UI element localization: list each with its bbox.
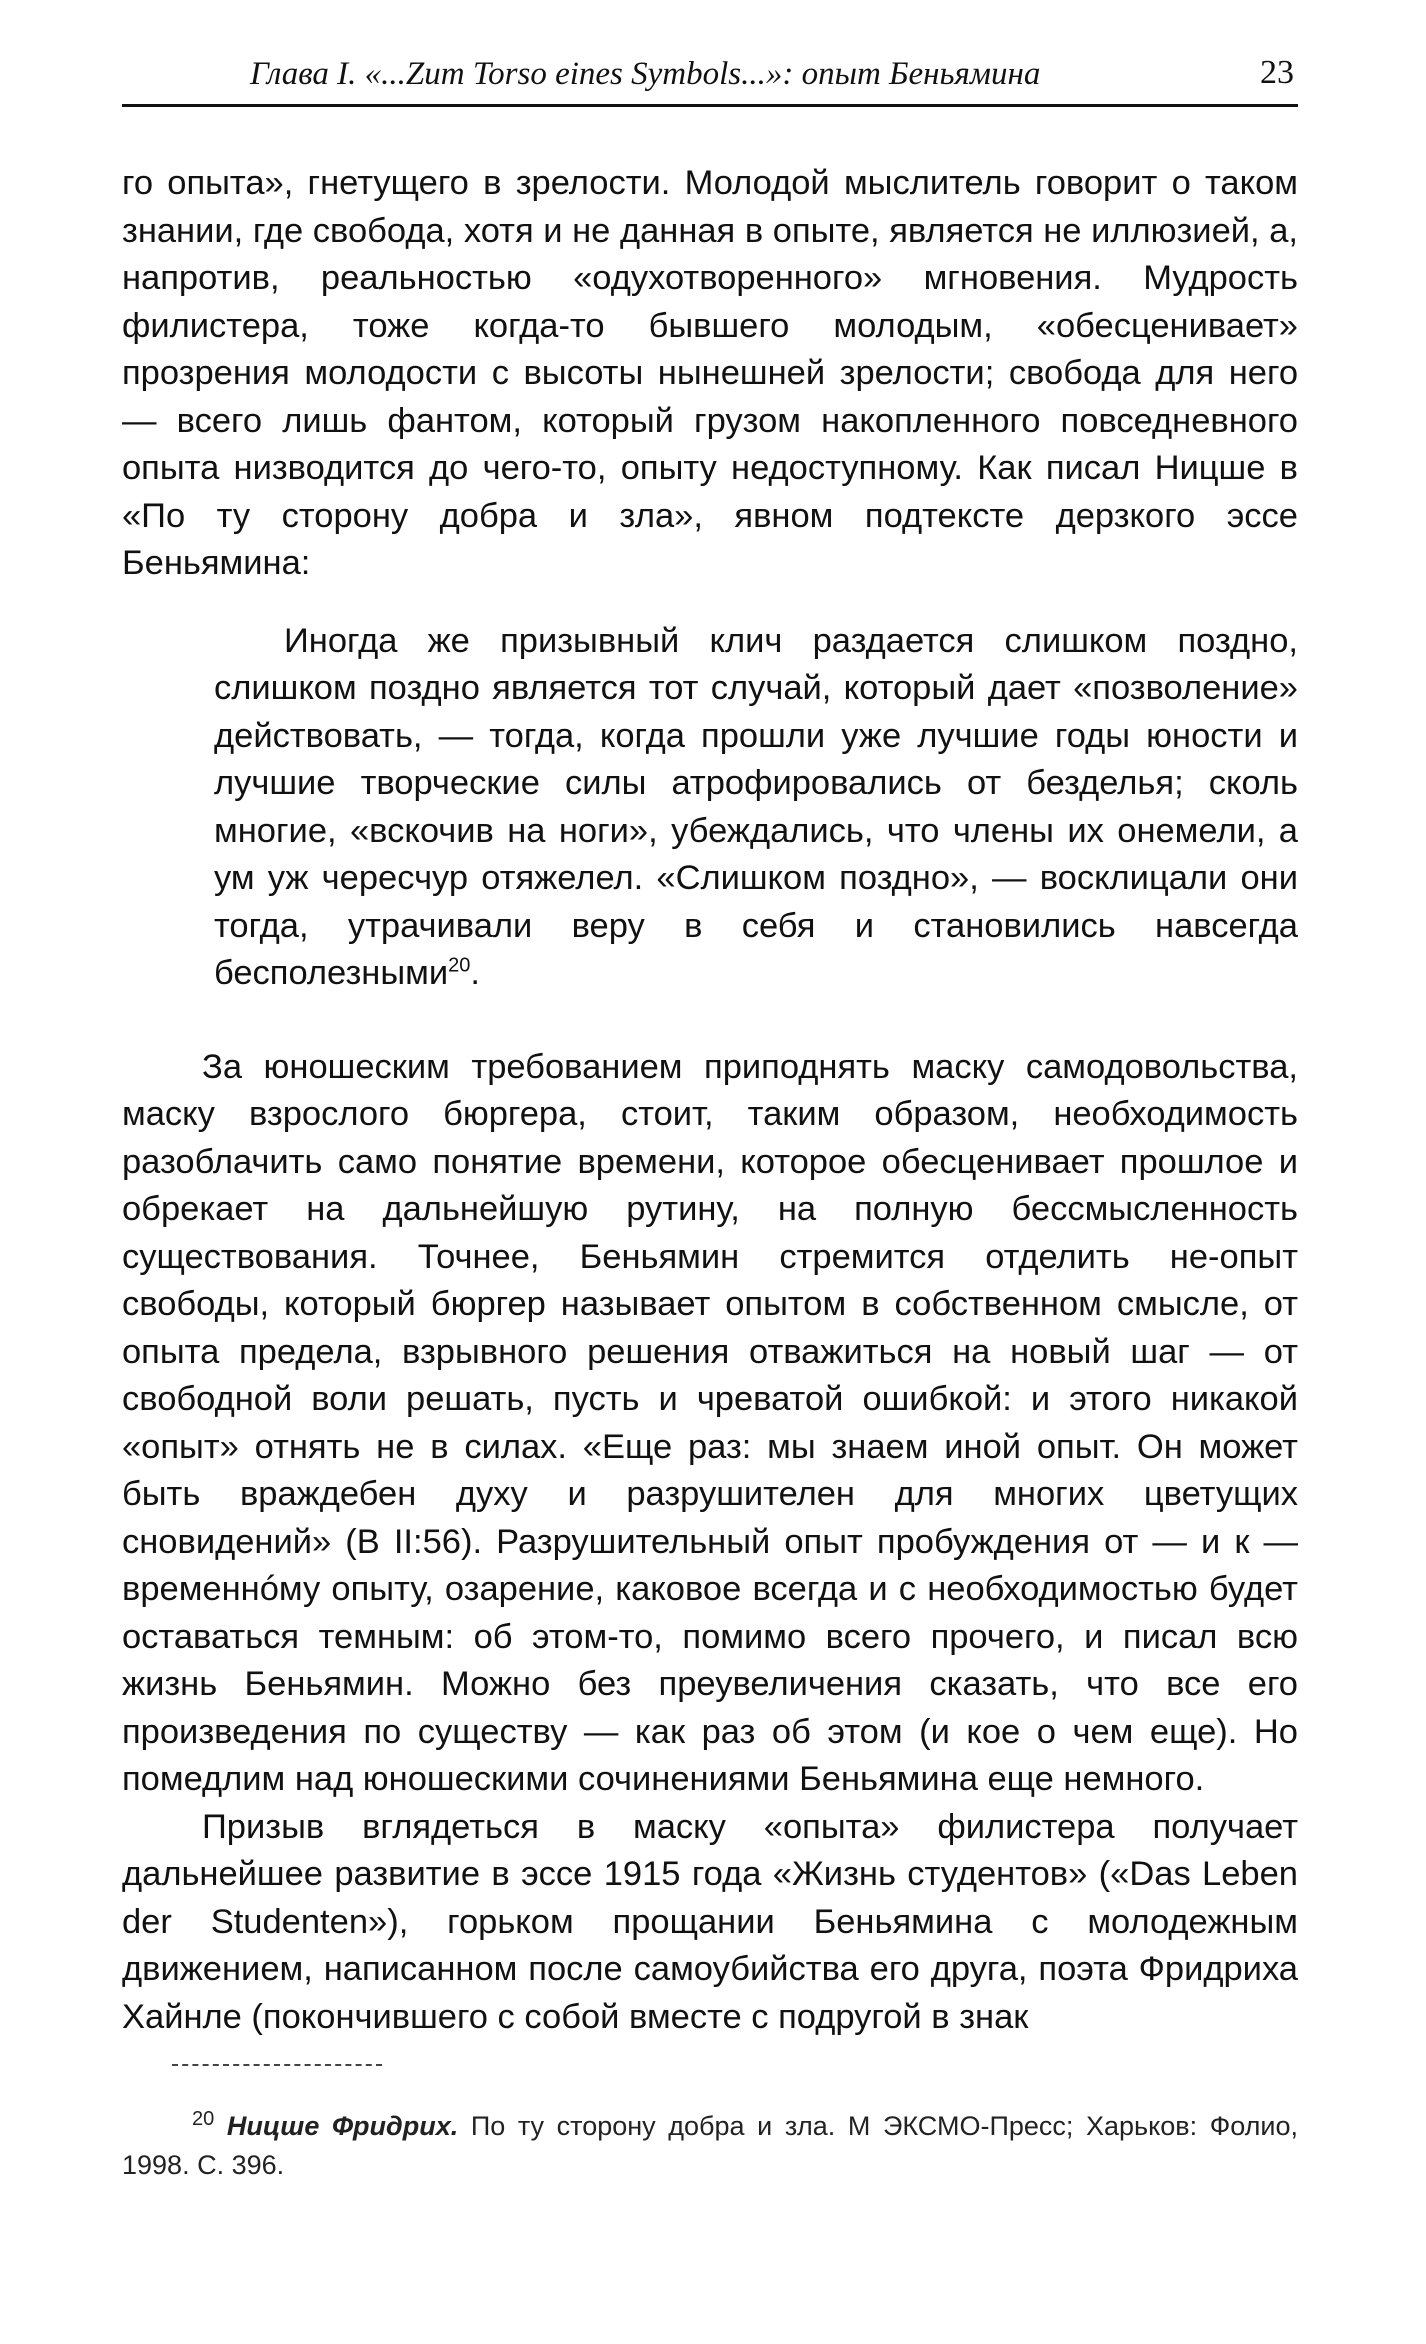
quote-text: Иногда же призывный клич раздается слишком поздно, слишком поздно является тот случай, который дает «позволение» действовать, — тогда, когда прошли уже лучшие годы юности и лучшие творческие силы атрофировались от безделья; сколь многие, «вскочив на ноги», убеждались, что члены их онемели, а ум уж чересчур отяжелел. «Слишком поздно», — восклицали они тогда, утрачивали веру в себя и становились навсегда бесполезными (214, 621, 1298, 992)
running-header (122, 48, 1298, 107)
paragraph-3: Призыв вглядеться в маску «опыта» филистера получает дальнейшее развитие в эссе 1915 года «Жизнь студентов» («Das Leben der Studenten»), горьком прощании Беньямина с молодежным движением, написанном после самоубийства его друга, поэта Фридриха Хайнле (покончившего с собой вместе с подругой в знак (122, 1807, 1298, 2036)
footnote-marker: 20 (192, 2108, 215, 2130)
paragraph-2: За юношеским требованием приподнять маску самодовольства, маску взрослого бюргера, стоит, таким образом, необходимость разоблачить само понятие времени, которое обесценивает прошлое и обрекает на дальнейшую рутину, на полную бессмысленность существования. Точнее, Беньямин стремится отделить не-опыт свободы, который бюргер называет опытом в собственном смысле, от опыта предела, взрывного решения отважиться на новый шаг — от свободной воли решать, пусть и чреватой ошибкой: и этого никакой «опыт» отнять не в силах. «Еще раз: мы знаем иной опыт. Он может быть враждебен духу и разрушителен для многих цветущих сновидений» (B II:56). Разрушительный опыт пробуждения от — и к — временнóму опыту, озарение, каковое всегда и с необходимостью будет оставаться темным: об этом-то, помимо всего прочего, и писал всю жизнь Беньямин. Можно без преувеличения сказать, что все его произведения по существу — как раз об этом (и кое о чем еще). Но помедлим над юношескими сочинениями Беньямина еще немного. (122, 1047, 1298, 1798)
footnote-author: Ницше Фридрих. (226, 2111, 459, 2141)
page-number: 23 (1260, 54, 1294, 91)
footnote-divider (172, 2064, 382, 2066)
block-quote: Иногда же призывный клич раздается слишком поздно, слишком поздно является тот случай, который дает «позволение» действовать, — тогда, когда прошли уже лучшие годы юности и лучшие творческие силы атрофировались от безделья; сколь многие, «вскочив на ноги», убеждались, что члены их онемели, а ум уж чересчур отяжелел. «Слишком поздно», — восклицали они тогда, утрачивали веру в себя и становились навсегда бесполезными$^{20}$. (214, 621, 1298, 992)
paragraph-1: го опыта», гнетущего в зрелости. Молодой мыслитель говорит о таком знании, где свобода, хотя и не данная в опыте, является не иллюзией, а, напротив, реальностью «одухотворенного» мгновения. Мудрость филистера, тоже когда-то бывшего молодым, «обесценивает» прозрения молодости с высоты нынешней зрелости; свобода для него — всего лишь фантом, который грузом накопленного повседневного опыта низводится до чего-то, опыту недоступному. Как писал Ницше в «По ту сторону добра и зла», явном подтексте дерзкого эссе Беньямина: (122, 164, 1298, 582)
main-text (122, 160, 1298, 2041)
footnote (122, 2107, 1298, 2185)
running-title: Глава I. «...Zum Torso eines Symbols...»: опыт Беньямина (250, 56, 1041, 92)
footnote-ref: 20 (448, 954, 471, 977)
footnote-text: По ту сторону добра и зла. М ЭКСМО-Пресс; Харьков: Фолио, 1998. С. 396. (122, 2111, 1299, 2180)
book-page (122, 48, 1298, 2308)
